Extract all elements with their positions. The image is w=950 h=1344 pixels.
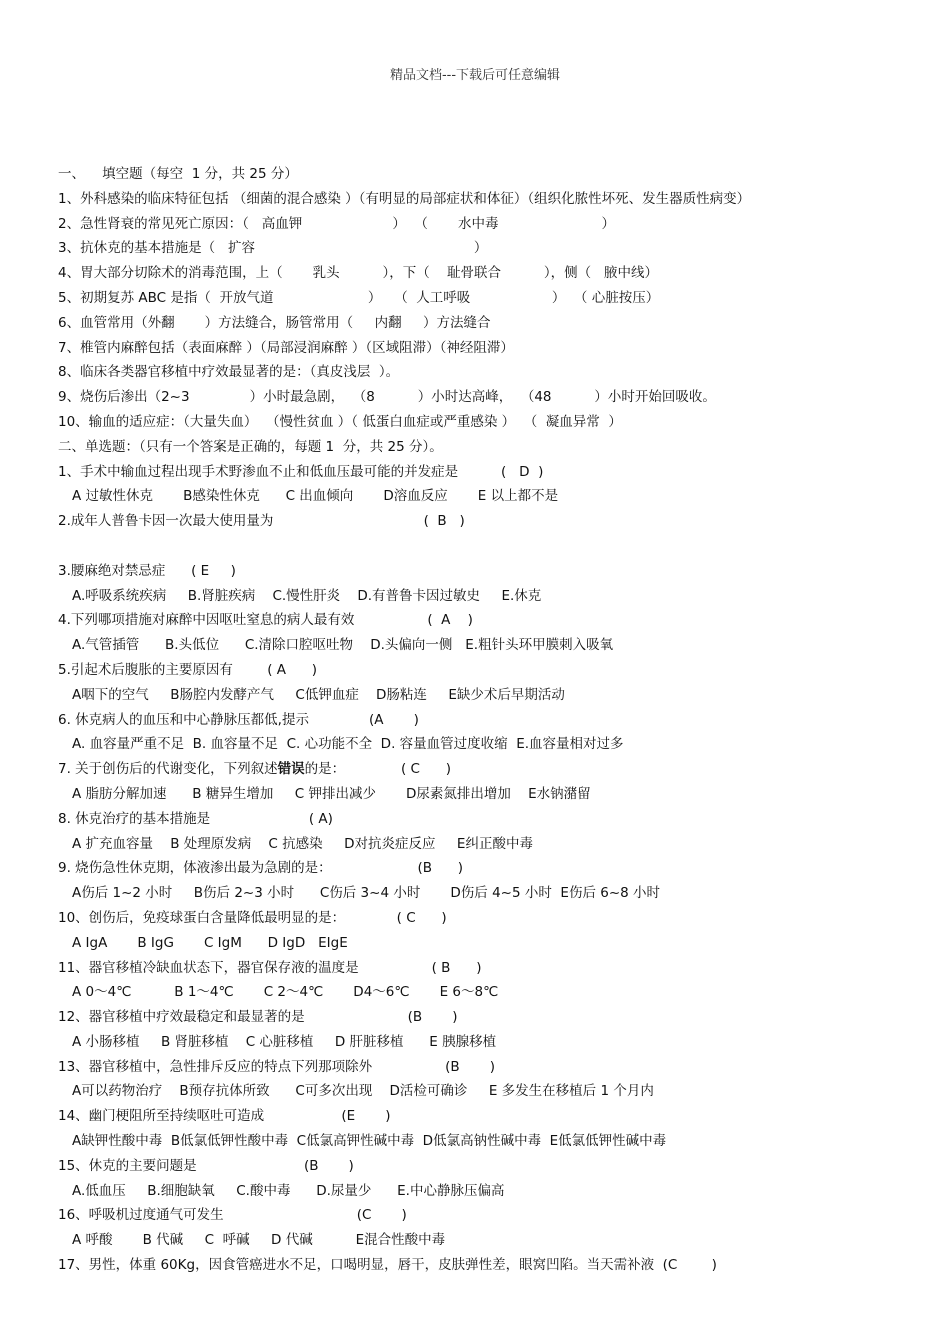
answer-options: A 过敏性休克 B感染性休克 C 出血倾向 D溶血反应 E 以上都不是 xyxy=(72,488,559,505)
question-line: 7. 关于创伤后的代谢变化，下列叙述错误的是： ( C ) xyxy=(58,761,451,778)
question-line: 15、休克的主要问题是 (B ) xyxy=(58,1157,354,1174)
question-line: 12、器官移植中疗效最稳定和最显著的是 (B ) xyxy=(58,1009,458,1026)
answer-options: A伤后 1~2 小时 B伤后 2~3 小时 C伤后 3~4 小时 D伤后 4~5 小时 E伤后 6~8 小时 xyxy=(72,885,661,902)
question-line: 10、创伤后，免疫球蛋白含量降低最明显的是： ( C ) xyxy=(58,909,447,926)
answer-options: A.低血压 B.细胞缺氧 C.酸中毒 D.尿量少 E.中心静脉压偏高 xyxy=(72,1182,505,1199)
question-line: 13、器官移植中，急性排斥反应的特点下列那项除外 (B ) xyxy=(58,1058,495,1075)
answer-options: A可以药物治疗 B预存抗体所致 C可多次出现 D活检可确诊 E 多发生在移植后 1 个月内 xyxy=(72,1083,654,1100)
answer-options: A. 血容量严重不足 B. 血容量不足 C. 心功能不全 D. 容量血管过度收缩 E.血容量相对过多 xyxy=(72,736,624,753)
question-line: 5.引起术后腹胀的主要原因有 ( A ) xyxy=(58,661,318,678)
question-line: 17、男性，体重 60Kg，因食管癌进水不足，口喝明显，唇干，皮肤弹性差，眼窝凹陷。当天需补液 (C ) xyxy=(58,1257,717,1274)
document-body xyxy=(58,162,918,1278)
answer-options: A.气管插管 B.头低位 C.清除口腔呕吐物 D.头偏向一侧 E.粗针头环甲膜刺入吸氧 xyxy=(72,637,614,654)
question-line: 8、临床各类器官移植中疗效最显著的是：（真皮浅层 ）。 xyxy=(58,364,400,381)
answer-options: A IgA B IgG C IgM D IgD EIgE xyxy=(72,934,348,951)
answer-options: A 扩充血容量 B 处理原发病 C 抗感染 D对抗炎症反应 E纠正酸中毒 xyxy=(72,835,533,852)
answer-options: A 脂肪分解加速 B 糖异生增加 C 钾排出减少 D尿素氮排出增加 E水钠潴留 xyxy=(72,785,591,802)
question-line: 3、抗休克的基本措施是（ 扩容 ） xyxy=(58,240,488,257)
answer-options: A 0～4℃ B 1～4℃ C 2～4℃ D4～6℃ E 6～8℃ xyxy=(72,984,499,1001)
question-line: 6、血管常用（外翻 ）方法缝合，肠管常用（ 内翻 ）方法缝合 xyxy=(58,314,491,331)
page-header: 精品文档---下载后可任意编辑 xyxy=(389,68,561,83)
question-line: 2.成年人普鲁卡因一次最大使用量为 ( B ) xyxy=(58,513,465,530)
answer-options: A.呼吸系统疾病 B.肾脏疾病 C.慢性肝炎 D.有普鲁卡因过敏史 E.休克 xyxy=(72,587,542,604)
question-line: 1、外科感染的临床特征包括 （细菌的混合感染 ）（有明显的局部症状和体征）（组织化脓性坏死、发生器质性病变） xyxy=(58,190,751,207)
question-line: 4、胃大部分切除术的消毒范围，上（ 乳头 ），下（ 耻骨联合 ），侧（ 腋中线） xyxy=(58,265,658,282)
question-line: 一、 填空题（每空 1 分，共 25 分） xyxy=(58,166,298,182)
question-line: 2、急性肾衰的常见死亡原因：（ 高血钾 ） （ 水中毒 ） xyxy=(58,215,615,232)
question-line: 二、单选题：（只有一个答案是正确的，每题 1 分，共 25 分）。 xyxy=(58,438,443,455)
answer-options: A 小肠移植 B 肾脏移植 C 心脏移植 D 肝脏移植 E 胰腺移植 xyxy=(72,1033,497,1050)
blank-line xyxy=(58,534,918,559)
answer-options: A 呼酸 B 代碱 C 呼碱 D 代碱 E混合性酸中毒 xyxy=(72,1232,446,1249)
question-line: 16、呼吸机过度通气可发生 (C ) xyxy=(58,1207,407,1224)
question-line: 5、初期复苏 ABC 是指（ 开放气道 ） （ 人工呼吸 ） （ 心脏按压） xyxy=(58,289,660,306)
question-line: 9. 烧伤急性休克期，体液渗出最为急剧的是： (B ) xyxy=(58,860,464,877)
answer-options: A咽下的空气 B肠腔内发酵产气 C低钾血症 D肠粘连 E缺少术后早期活动 xyxy=(72,686,565,703)
question-line: 7、椎管内麻醉包括（表面麻醉 ）（局部浸润麻醉 ）（区域阻滞）（神经阻滞） xyxy=(58,339,514,356)
question-line: 1、手术中输血过程出现手术野渗血不止和低血压最可能的并发症是 ( D ) xyxy=(58,463,544,480)
answer-options: A缺钾性酸中毒 B低氯低钾性酸中毒 C低氯高钾性碱中毒 D低氯高钠性碱中毒 E低氯低钾性碱中毒 xyxy=(72,1133,667,1150)
question-line: 6. 休克病人的血压和中心静脉压都低,提示 (A ) xyxy=(58,711,419,728)
question-line: 9、烧伤后渗出（2~3 ）小时最急剧， （8 ）小时达高峰， （48 ）小时开始回吸收。 xyxy=(58,389,716,406)
question-line: 8. 休克治疗的基本措施是 ( A) xyxy=(58,810,333,827)
question-line: 11、器官移植冷缺血状态下，器官保存液的温度是 ( B ) xyxy=(58,959,482,976)
question-line: 10、输血的适应症：（大量失血） （慢性贫血 ）（ 低蛋白血症或严重感染 ） （ 凝血异常 ） xyxy=(58,413,622,430)
question-line: 3.腰麻绝对禁忌症 ( E ) xyxy=(58,562,236,579)
question-line: 4.下列哪项措施对麻醉中因呕吐窒息的病人最有效 ( A ) xyxy=(58,612,473,629)
question-line: 14、幽门梗阻所至持续呕吐可造成 (E ) xyxy=(58,1108,391,1125)
